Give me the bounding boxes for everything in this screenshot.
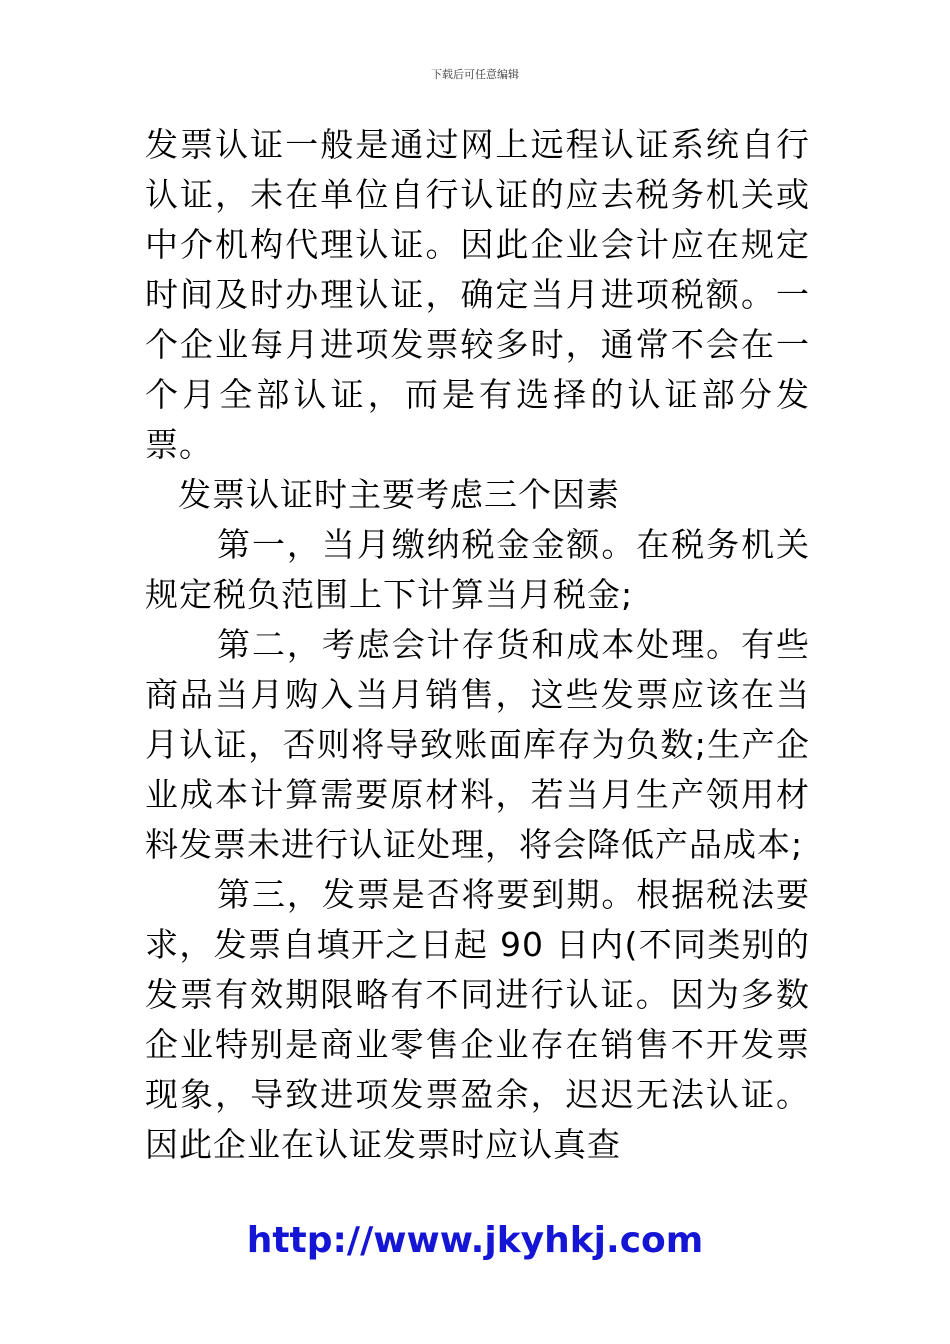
page-header: 下载后可任意编辑 [431,68,519,81]
paragraph-factors-heading: 发票认证时主要考虑三个因素 [178,475,620,514]
document-body [145,120,810,1170]
paragraph-factor-two: 第二，考虑会计存货和成本处理。有些商品当月购入当月销售，这些发票应该在当月认证，否则将导致账面库存为负数;生产企业成本计算需要原材料，若当月生产领用材料发票未进行认证处理，将会降低产品成本; [145,625,810,864]
paragraph-factor-one: 第一，当月缴纳税金金额。在税务机关规定税负范围上下计算当月税金; [145,525,810,614]
paragraph-factor-three: 第三，发票是否将要到期。根据税法要求，发票自填开之日起 90 日内(不同类别的发票有效期限略有不同进行认证。因为多数企业特别是商业零售企业存在销售不开发票现象，导致进项发票盈余，迟迟无法认证。因此企业在认证发票时应认真查 [145,875,810,1164]
paragraph-intro: 发票认证一般是通过网上远程认证系统自行认证，未在单位自行认证的应去税务机关或中介机构代理认证。因此企业会计应在规定时间及时办理认证，确定当月进项税额。一个企业每月进项发票较多时，通常不会在一个月全部认证，而是有选择的认证部分发票。 [145,125,810,464]
footer-website-link[interactable]: http://www.jkyhkj.com [246,1220,704,1261]
